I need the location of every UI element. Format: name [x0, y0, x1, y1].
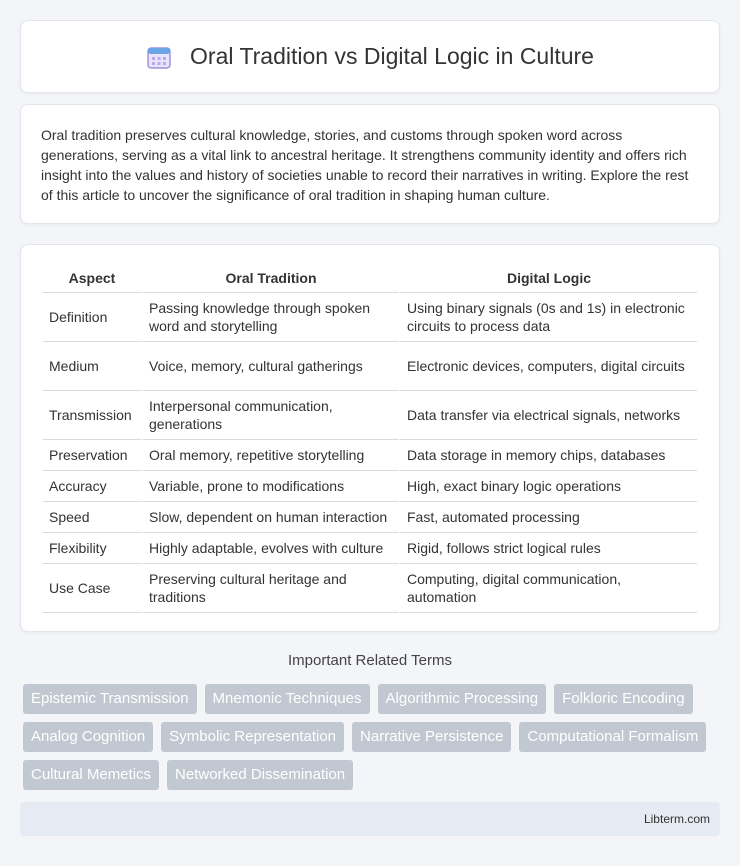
cell-aspect: Accuracy [43, 471, 141, 502]
table-row [43, 391, 697, 440]
cell-aspect: Definition [43, 293, 141, 342]
cell-oral: Oral memory, repetitive storytelling [141, 440, 399, 471]
term-tag[interactable]: Algorithmic Processing [378, 684, 547, 714]
title-card [20, 20, 720, 93]
cell-oral: Slow, dependent on human interaction [141, 502, 399, 533]
header-oral-tradition: Oral Tradition [141, 263, 399, 293]
term-tag[interactable]: Networked Dissemination [167, 760, 353, 790]
table-row [43, 293, 697, 342]
cell-oral: Highly adaptable, evolves with culture [141, 533, 399, 564]
table-row [43, 564, 697, 613]
footer-site-link[interactable]: Libterm.com [643, 812, 710, 826]
cell-aspect: Speed [43, 502, 141, 533]
cell-aspect: Medium [43, 342, 141, 391]
table-row [43, 342, 697, 391]
comparison-table [43, 263, 697, 613]
table-header-row [43, 263, 697, 293]
cell-digital: High, exact binary logic operations [399, 471, 697, 502]
cell-digital: Rigid, follows strict logical rules [399, 533, 697, 564]
term-tag[interactable]: Computational Formalism [519, 722, 706, 752]
intro-text: Oral tradition preserves cultural knowledge, stories, and customs through spoken word across generations, serving as a vital link to ancestral heritage. It strengthens community identity and offers rich insight into the values and history of societies unable to record their narratives in writing. Explore the rest of this article to uncover the significance of oral tradition in shaping human culture. [41, 127, 689, 203]
term-tag[interactable]: Analog Cognition [23, 722, 153, 752]
table-row [43, 502, 697, 533]
cell-oral: Interpersonal communication, generations [141, 391, 399, 440]
intro-card [20, 104, 720, 224]
related-terms-list [23, 684, 723, 790]
cell-oral: Variable, prone to modifications [141, 471, 399, 502]
page-title: Oral Tradition vs Digital Logic in Culture [190, 43, 594, 69]
cell-aspect: Transmission [43, 391, 141, 440]
related-terms-heading: Important Related Terms [288, 652, 452, 669]
table-row [43, 440, 697, 471]
cell-oral: Passing knowledge through spoken word and storytelling [141, 293, 399, 342]
term-tag[interactable]: Epistemic Transmission [23, 684, 197, 714]
cell-digital: Using binary signals (0s and 1s) in electronic circuits to process data [399, 293, 697, 342]
term-tag[interactable]: Narrative Persistence [352, 722, 511, 752]
cell-aspect: Preservation [43, 440, 141, 471]
header-aspect: Aspect [43, 263, 141, 293]
table-row [43, 533, 697, 564]
cell-oral: Voice, memory, cultural gatherings [141, 342, 399, 391]
term-tag[interactable]: Mnemonic Techniques [205, 684, 370, 714]
comparison-card [20, 244, 720, 632]
cell-oral: Preserving cultural heritage and traditions [141, 564, 399, 613]
cell-digital: Computing, digital communication, automation [399, 564, 697, 613]
cell-digital: Electronic devices, computers, digital circuits [399, 342, 697, 391]
table-row [43, 471, 697, 502]
cell-digital: Data transfer via electrical signals, networks [399, 391, 697, 440]
cell-digital: Fast, automated processing [399, 502, 697, 533]
calendar-icon [146, 44, 172, 70]
cell-aspect: Use Case [43, 564, 141, 613]
cell-digital: Data storage in memory chips, databases [399, 440, 697, 471]
footer [20, 802, 720, 836]
term-tag[interactable]: Folkloric Encoding [554, 684, 693, 714]
term-tag[interactable]: Cultural Memetics [23, 760, 159, 790]
header-digital-logic: Digital Logic [399, 263, 697, 293]
term-tag[interactable]: Symbolic Representation [161, 722, 344, 752]
cell-aspect: Flexibility [43, 533, 141, 564]
